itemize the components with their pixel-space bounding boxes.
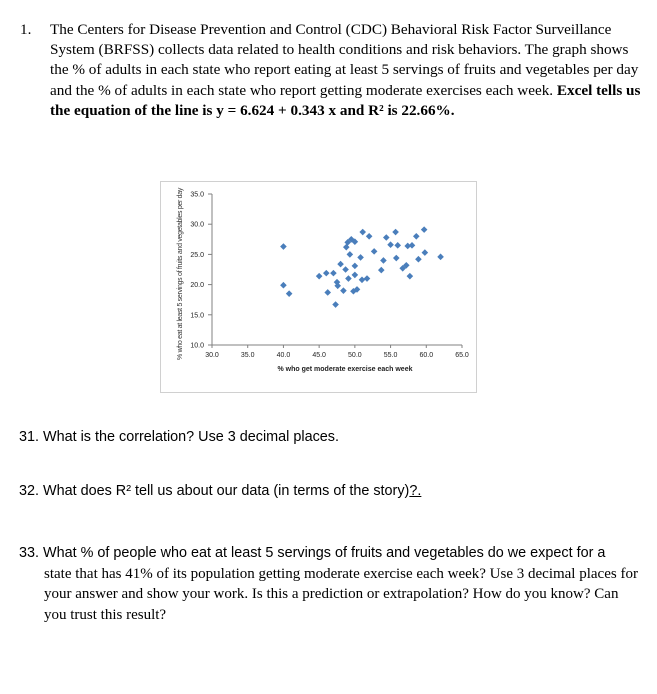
question-32 xyxy=(19,483,421,499)
regression-equation-statement: Excel tells us the equation of the line is y = 6.624 + 0.343 x and R² is 22.66%. xyxy=(50,81,641,119)
data-point xyxy=(387,241,394,248)
data-point xyxy=(409,242,416,249)
data-point xyxy=(437,254,444,261)
y-tick-label: 15.0 xyxy=(190,312,204,320)
question-33-first-line xyxy=(19,543,644,564)
question-33 xyxy=(19,543,644,625)
y-tick-label: 20.0 xyxy=(190,282,204,290)
y-tick-label: 10.0 xyxy=(190,342,204,350)
question-32-text: What does R² tell us about our data (in terms of the story) xyxy=(43,483,410,499)
data-point xyxy=(366,233,373,240)
data-point xyxy=(316,273,323,280)
question-31-number: 31. xyxy=(19,429,40,445)
x-tick-label: 55.0 xyxy=(383,352,398,359)
data-point xyxy=(342,266,349,273)
data-point xyxy=(323,270,330,277)
data-point xyxy=(286,290,293,297)
problem-1-number: 1. xyxy=(20,21,32,38)
data-point xyxy=(380,257,387,264)
scatter-chart xyxy=(160,181,477,393)
data-point xyxy=(407,273,414,280)
data-point xyxy=(359,229,366,236)
question-32-link[interactable]: ?. xyxy=(409,483,422,499)
x-axis-label: % who get moderate exercise each week xyxy=(277,366,413,373)
data-point xyxy=(378,267,385,274)
data-point xyxy=(422,249,429,256)
question-33-number: 33. xyxy=(19,545,40,561)
data-point xyxy=(394,242,401,249)
data-point xyxy=(337,261,344,268)
data-point xyxy=(393,255,400,262)
data-point xyxy=(347,251,354,258)
y-tick-label: 30.0 xyxy=(190,221,204,229)
question-33-lead-text: What % of people who eat at least 5 servings of fruits and vegetables do we expect for a xyxy=(43,545,606,561)
question-31 xyxy=(19,429,339,445)
y-tick-label: 25.0 xyxy=(190,251,204,259)
data-point xyxy=(332,301,339,308)
y-axis-label: % who eat at least 5 servings of fruits and vegetables per day xyxy=(177,187,184,360)
data-point xyxy=(371,248,378,255)
y-tick-label: 35.0 xyxy=(190,191,204,199)
data-point xyxy=(343,244,350,251)
x-tick-label: 45.0 xyxy=(312,352,326,359)
question-31-text: What is the correlation? Use 3 decimal places. xyxy=(43,429,339,445)
question-32-number: 32. xyxy=(19,483,40,499)
x-tick-label: 40.0 xyxy=(276,352,291,359)
data-point xyxy=(359,276,366,283)
data-point xyxy=(352,263,359,270)
problem-1-description: The Centers for Disease Prevention and Control (CDC) Behavioral Risk Factor Surveillance System (BRFSS) collects data related to health conditions and risk behaviors. The graph shows the % of adults in each state who report eating at least 5 servings of fruits and vegetables per day and the % of adults in each state who report getting moderate exercises each week. xyxy=(50,21,639,99)
data-point xyxy=(415,256,422,263)
x-tick-label: 65.0 xyxy=(455,352,469,359)
data-point xyxy=(357,254,364,261)
data-point xyxy=(340,287,347,294)
data-point xyxy=(330,270,337,277)
x-tick-label: 60.0 xyxy=(419,352,434,359)
question-33-rest-text: state that has 41% of its population getting moderate exercise each week? Use 3 decimal places for your answer and show your work. Is this a prediction or extrapolation? How do you know? Can you trust this result? xyxy=(44,565,638,623)
x-tick-label: 30.0 xyxy=(205,352,219,359)
data-point xyxy=(413,233,420,240)
scatter-plot-svg xyxy=(161,182,476,392)
data-point xyxy=(421,226,428,233)
x-tick-label: 50.0 xyxy=(348,352,362,359)
data-point xyxy=(392,229,399,236)
data-point xyxy=(364,275,371,282)
data-point xyxy=(345,275,352,282)
data-point xyxy=(324,289,331,296)
x-tick-label: 35.0 xyxy=(240,352,255,359)
data-point xyxy=(280,282,287,289)
problem-1-text xyxy=(50,20,645,121)
data-point xyxy=(280,243,287,250)
problem-1-intro xyxy=(20,20,645,121)
data-point xyxy=(383,234,390,241)
data-point xyxy=(352,272,359,279)
